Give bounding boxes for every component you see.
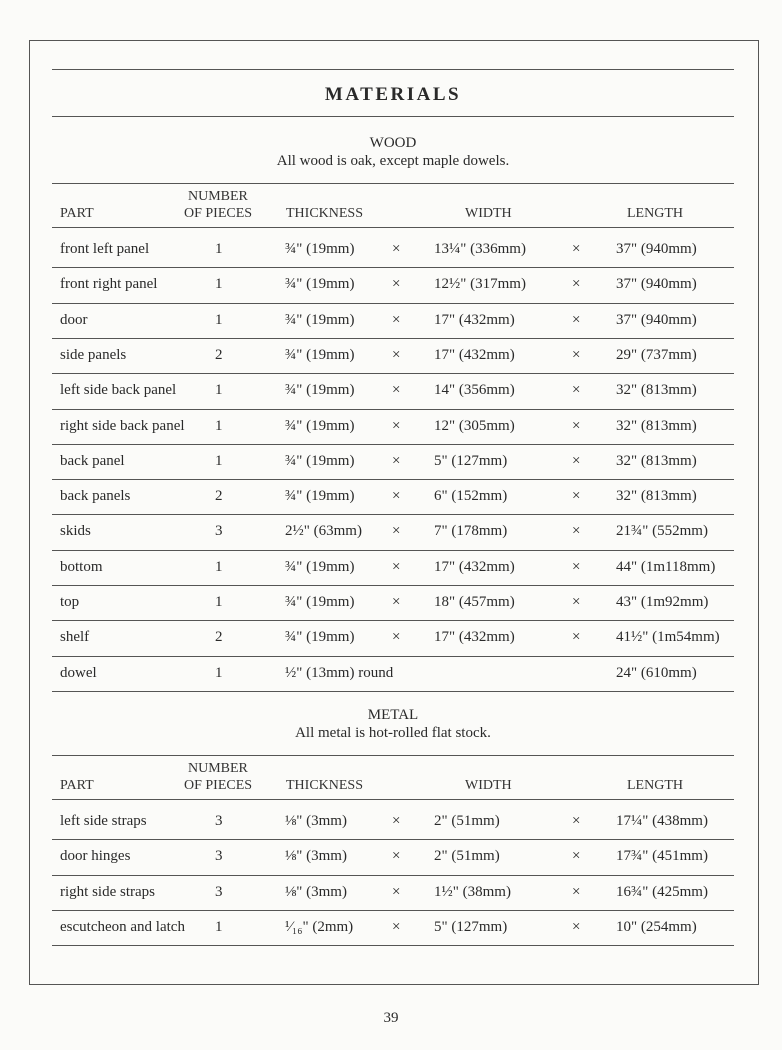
length-cell: 41½" (1m54mm) xyxy=(616,629,720,646)
metal-note: All metal is hot-rolled flat stock. xyxy=(295,725,491,741)
part-cell: door xyxy=(60,311,88,328)
thickness-cell: ¾" (19mm) xyxy=(285,276,355,293)
table-row xyxy=(52,409,734,444)
times-icon: × xyxy=(572,594,581,610)
times-icon: × xyxy=(392,241,401,257)
table-row xyxy=(52,875,734,910)
col-number-line1: NUMBER xyxy=(188,189,248,204)
metal-header-top-rule xyxy=(52,755,734,756)
col-length: LENGTH xyxy=(627,778,683,793)
thickness-cell: ¾" (19mm) xyxy=(285,311,355,328)
col-part: PART xyxy=(60,778,94,793)
times-icon: × xyxy=(572,382,581,399)
number-cell: 2 xyxy=(215,488,223,505)
times-icon: × xyxy=(392,523,401,540)
times-icon: × xyxy=(392,813,401,829)
wood-heading: WOOD xyxy=(369,135,417,151)
number-cell: 2 xyxy=(215,346,223,363)
table-row xyxy=(52,373,734,408)
length-cell: 37" (940mm) xyxy=(616,276,697,293)
times-icon: × xyxy=(572,813,581,829)
width-cell: 6" (152mm) xyxy=(434,488,508,505)
col-length: LENGTH xyxy=(627,206,683,221)
number-cell: 3 xyxy=(215,883,223,900)
times-icon: × xyxy=(572,346,581,363)
times-icon: × xyxy=(572,523,581,540)
thickness-cell: ⅛" (3mm) xyxy=(285,813,347,829)
width-cell: 17" (432mm) xyxy=(434,346,515,363)
times-icon: × xyxy=(572,311,581,328)
times-icon: × xyxy=(572,883,581,900)
length-cell: 32" (813mm) xyxy=(616,417,697,434)
row-divider xyxy=(52,945,734,946)
times-icon: × xyxy=(572,488,581,505)
thickness-cell: ¾" (19mm) xyxy=(285,594,355,610)
part-cell: top xyxy=(60,594,80,610)
col-part: PART xyxy=(60,206,94,221)
length-cell: 32" (813mm) xyxy=(616,452,697,469)
part-cell: back panel xyxy=(60,452,125,469)
thickness-cell: ¾" (19mm) xyxy=(285,382,355,399)
table-row xyxy=(52,479,734,514)
times-icon: × xyxy=(392,488,401,505)
width-cell: 2" (51mm) xyxy=(434,813,500,829)
part-cell: escutcheon and latch xyxy=(60,918,185,935)
number-cell: 1 xyxy=(215,382,223,399)
times-icon: × xyxy=(392,382,401,399)
title-bottom-rule xyxy=(52,116,734,117)
row-divider xyxy=(52,691,734,692)
col-thickness: THICKNESS xyxy=(286,206,364,221)
part-cell: left side straps xyxy=(60,813,147,829)
times-icon: × xyxy=(392,848,401,865)
part-cell: right side back panel xyxy=(60,417,185,434)
times-icon: × xyxy=(572,452,581,469)
length-cell: 17¼" (438mm) xyxy=(616,813,708,829)
width-cell: 1½" (38mm) xyxy=(434,883,511,900)
part-cell: shelf xyxy=(60,629,90,646)
part-cell: right side straps xyxy=(60,883,155,900)
number-cell: 3 xyxy=(215,848,223,865)
thickness-cell: ¹⁄₁₆" (2mm) xyxy=(285,918,354,935)
times-icon: × xyxy=(572,848,581,865)
title-top-rule xyxy=(52,69,734,70)
thickness-cell: ¾" (19mm) xyxy=(285,241,355,257)
thickness-cell: ⅛" (3mm) xyxy=(285,883,347,900)
times-icon: × xyxy=(392,883,401,900)
length-cell: 32" (813mm) xyxy=(616,488,697,505)
part-cell: front left panel xyxy=(60,241,150,257)
times-icon: × xyxy=(392,918,401,935)
part-cell: left side back panel xyxy=(60,382,177,399)
thickness-cell: ¾" (19mm) xyxy=(285,417,355,434)
times-icon: × xyxy=(392,558,401,575)
col-width: WIDTH xyxy=(465,778,512,793)
number-cell: 3 xyxy=(215,523,223,540)
times-icon: × xyxy=(392,417,401,434)
table-row xyxy=(52,910,734,945)
width-cell: 12" (305mm) xyxy=(434,417,515,434)
col-width: WIDTH xyxy=(465,206,512,221)
length-cell: 37" (940mm) xyxy=(616,241,697,257)
number-cell: 1 xyxy=(215,417,223,434)
col-thickness: THICKNESS xyxy=(286,778,364,793)
number-cell: 1 xyxy=(215,452,223,469)
col-number-line2: OF PIECES xyxy=(184,206,253,221)
part-cell: bottom xyxy=(60,558,103,575)
times-icon: × xyxy=(572,241,581,257)
times-icon: × xyxy=(392,629,401,646)
thickness-cell: ¾" (19mm) xyxy=(285,346,355,363)
table-row xyxy=(52,303,734,338)
width-cell: 5" (127mm) xyxy=(434,918,508,935)
length-cell: 24" (610mm) xyxy=(616,664,697,681)
length-cell: 10" (254mm) xyxy=(616,918,697,935)
thickness-cell: ⅛" (3mm) xyxy=(285,848,347,865)
table-row xyxy=(52,444,734,479)
col-number-line2: OF PIECES xyxy=(184,778,253,793)
length-cell: 32" (813mm) xyxy=(616,382,697,399)
times-icon: × xyxy=(392,276,401,293)
table-row xyxy=(52,338,734,373)
times-icon: × xyxy=(572,918,581,935)
table-row xyxy=(52,232,734,267)
length-cell: 37" (940mm) xyxy=(616,311,697,328)
times-icon: × xyxy=(392,311,401,328)
width-cell: 13¼" (336mm) xyxy=(434,241,526,257)
part-cell: front right panel xyxy=(60,276,158,293)
number-cell: 1 xyxy=(215,311,223,328)
col-number-line1: NUMBER xyxy=(188,761,248,776)
part-cell: dowel xyxy=(60,664,97,681)
metal-heading: METAL xyxy=(367,707,419,723)
width-cell: 7" (178mm) xyxy=(434,523,508,540)
times-icon: × xyxy=(392,346,401,363)
times-icon: × xyxy=(572,276,581,293)
thickness-cell: ¾" (19mm) xyxy=(285,629,355,646)
number-cell: 1 xyxy=(215,276,223,293)
number-cell: 1 xyxy=(215,558,223,575)
number-cell: 1 xyxy=(215,664,223,681)
length-cell: 43" (1m92mm) xyxy=(616,594,709,610)
width-cell: 2" (51mm) xyxy=(434,848,500,865)
length-cell: 29" (737mm) xyxy=(616,346,697,363)
wood-note: All wood is oak, except maple dowels. xyxy=(276,153,510,169)
thickness-cell: ¾" (19mm) xyxy=(285,488,355,505)
number-cell: 1 xyxy=(215,241,223,257)
length-cell: 16¾" (425mm) xyxy=(616,883,708,900)
width-cell: 17" (432mm) xyxy=(434,311,515,328)
number-cell: 1 xyxy=(215,594,223,610)
thickness-cell: ¾" (19mm) xyxy=(285,558,355,575)
length-cell: 17¾" (451mm) xyxy=(616,848,708,865)
table-row xyxy=(52,620,734,655)
metal-header-bottom-rule xyxy=(52,799,734,800)
thickness-cell: ½" (13mm) round xyxy=(285,664,394,681)
width-cell: 17" (432mm) xyxy=(434,629,515,646)
table-row xyxy=(52,585,734,620)
width-cell: 14" (356mm) xyxy=(434,382,515,399)
times-icon: × xyxy=(572,417,581,434)
table-row xyxy=(52,267,734,302)
wood-header-top-rule xyxy=(52,183,734,184)
times-icon: × xyxy=(392,594,401,610)
page-title: MATERIALS xyxy=(324,84,462,105)
times-icon: × xyxy=(392,452,401,469)
part-cell: side panels xyxy=(60,346,127,363)
width-cell: 5" (127mm) xyxy=(434,452,508,469)
part-cell: door hinges xyxy=(60,848,131,865)
part-cell: back panels xyxy=(60,488,131,505)
length-cell: 21¾" (552mm) xyxy=(616,523,708,540)
times-icon: × xyxy=(572,629,581,646)
table-row xyxy=(52,804,734,839)
wood-header-bottom-rule xyxy=(52,227,734,228)
number-cell: 3 xyxy=(215,813,223,829)
table-row xyxy=(52,514,734,549)
number-cell: 1 xyxy=(215,918,223,935)
width-cell: 12½" (317mm) xyxy=(434,276,526,293)
part-cell: skids xyxy=(60,523,91,540)
times-icon: × xyxy=(572,558,581,575)
number-cell: 2 xyxy=(215,629,223,646)
length-cell: 44" (1m118mm) xyxy=(616,558,716,575)
width-cell: 17" (432mm) xyxy=(434,558,515,575)
table-row xyxy=(52,839,734,874)
page-number: 39 xyxy=(383,1010,399,1026)
table-row xyxy=(52,656,734,691)
thickness-cell: ¾" (19mm) xyxy=(285,452,355,469)
table-row xyxy=(52,550,734,585)
width-cell: 18" (457mm) xyxy=(434,594,515,610)
thickness-cell: 2½" (63mm) xyxy=(285,523,362,540)
